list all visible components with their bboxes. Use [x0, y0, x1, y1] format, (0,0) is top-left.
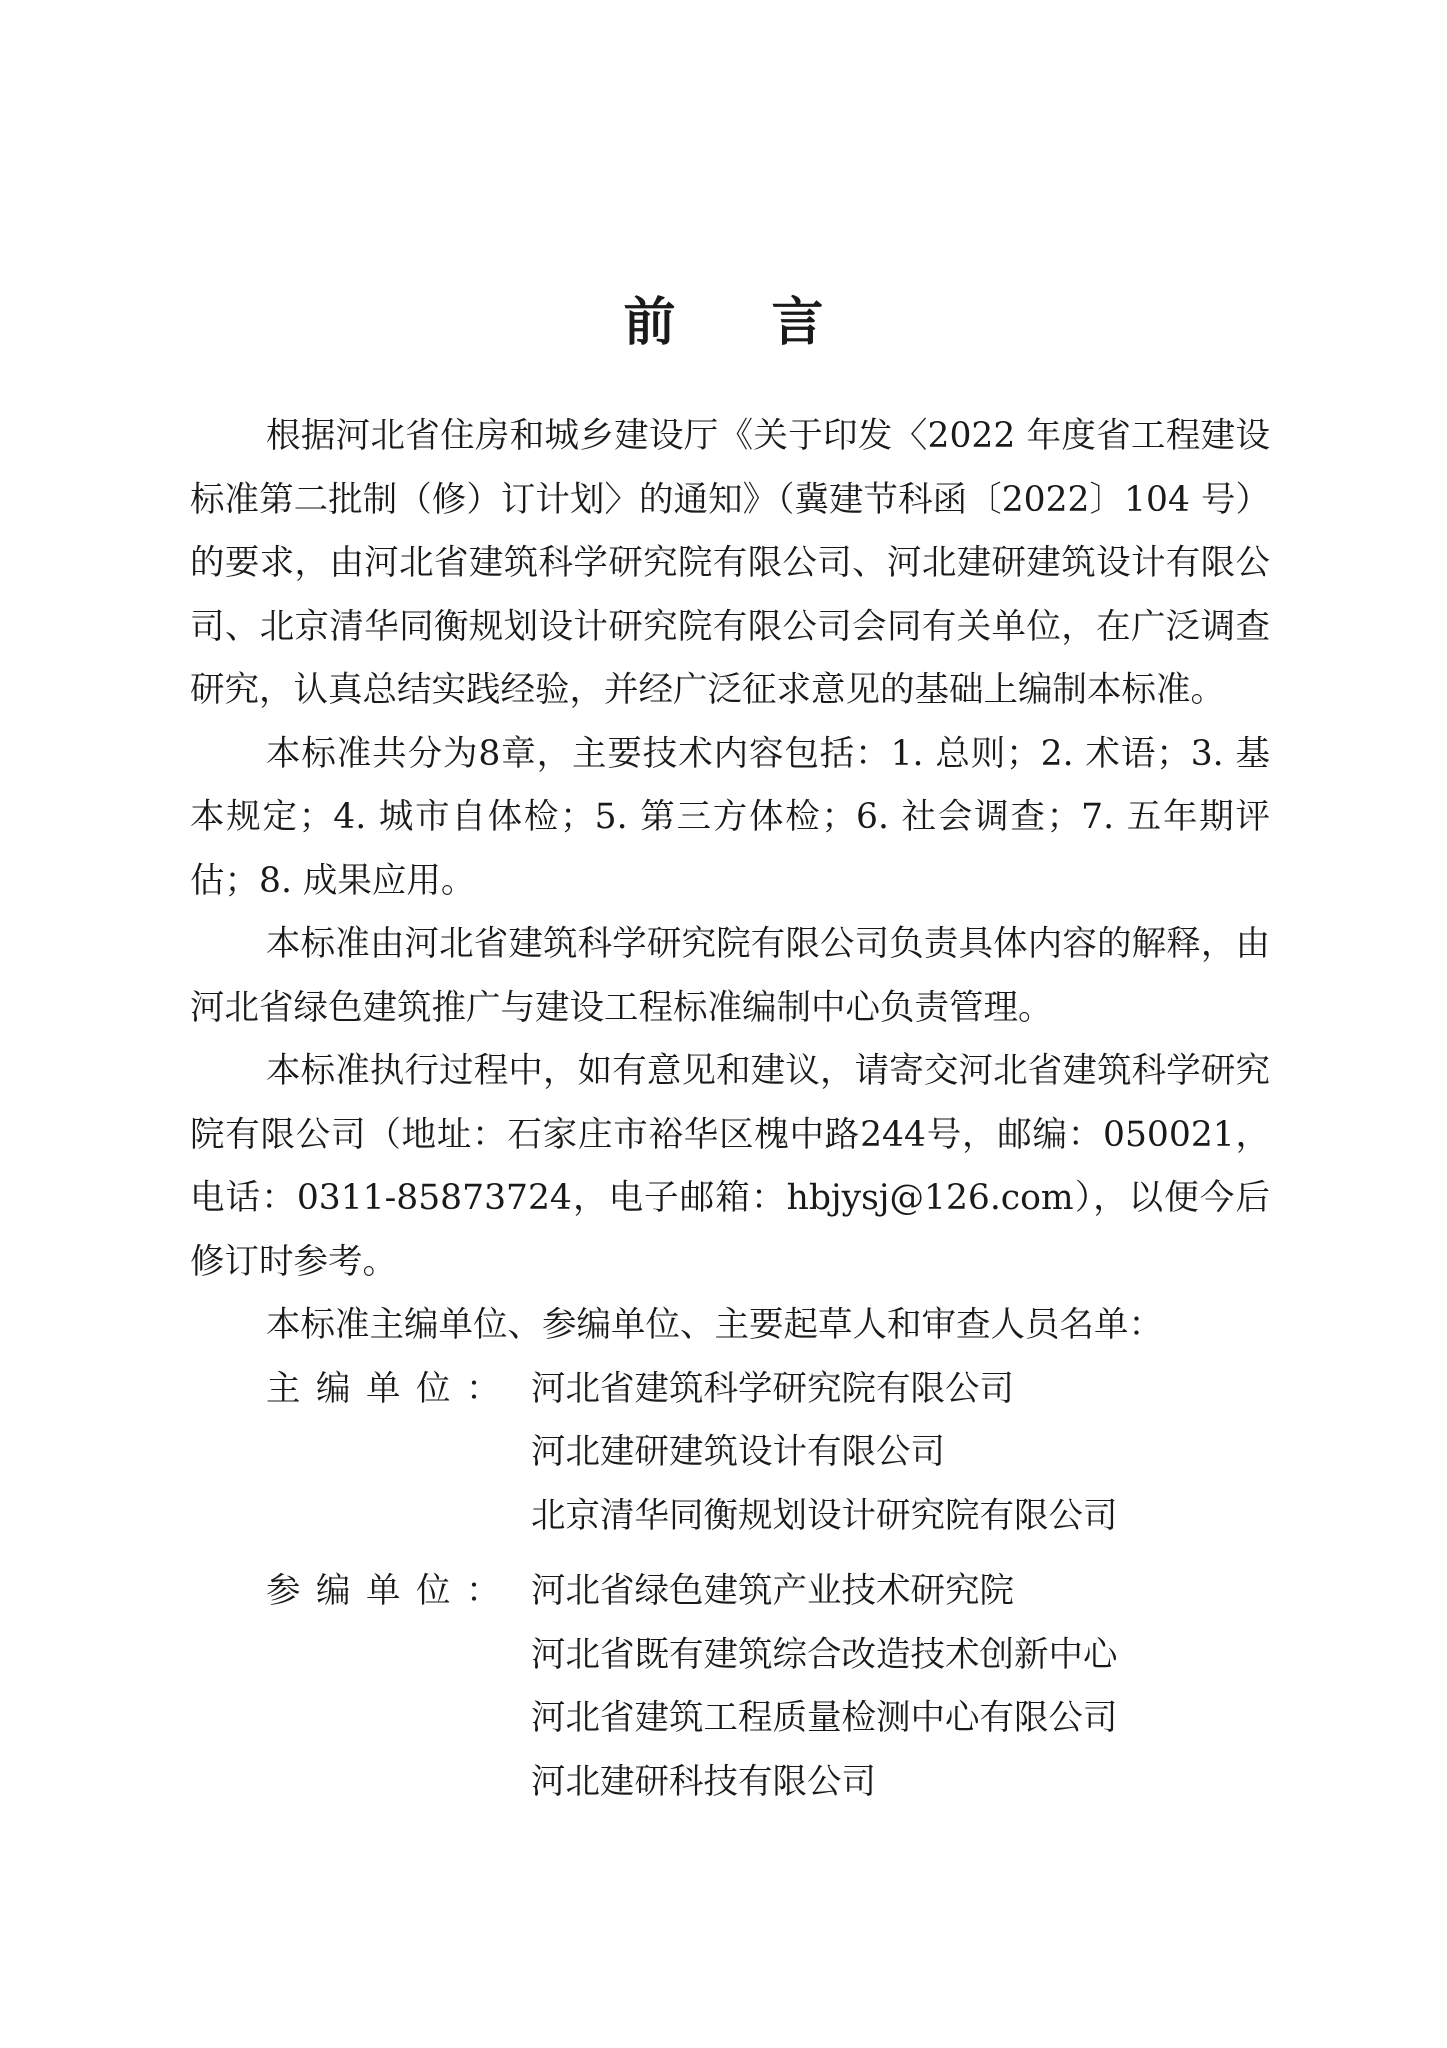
- units-list-intro: 本标准主编单位、参编单位、主要起草人和审查人员名单：: [266, 1305, 1163, 1345]
- paragraph-feedback: 本标准执行过程中，如有意见和建议，请寄交河北省建筑科学研究院有限公司（地址：石家庄市裕华区槐中路244号，邮编：050021，电话：0311-85873724，电子邮箱：hbjysj@126.com），以便今后修订时参考。: [190, 1051, 1270, 1282]
- preface-body: [190, 405, 1270, 1814]
- title-char-2: 言: [771, 292, 824, 353]
- label-char: 单: [366, 1571, 401, 1611]
- participating-units-label: [266, 1560, 506, 1624]
- label-char: 参: [266, 1571, 301, 1611]
- chief-unit-item: 河北省建筑科学研究院有限公司: [531, 1368, 1014, 1409]
- title-char-1: 前: [623, 292, 676, 353]
- label-char: 位: [416, 1368, 451, 1409]
- chief-units-list: [531, 1358, 1270, 1549]
- label-colon: ：: [466, 1571, 501, 1611]
- label-char: 主: [266, 1368, 301, 1409]
- participating-unit-item: 河北省绿色建筑产业技术研究院: [531, 1571, 1014, 1611]
- label-char: 编: [316, 1368, 351, 1409]
- label-char: 位: [416, 1571, 451, 1611]
- label-colon: ：: [466, 1368, 501, 1409]
- chief-unit-item: 河北建研建筑设计有限公司: [531, 1432, 945, 1472]
- label-char: 编: [316, 1571, 351, 1611]
- participating-unit-item: 河北建研科技有限公司: [531, 1761, 876, 1802]
- paragraph-interpretation: 本标准由河北省建筑科学研究院有限公司负责具体内容的解释，由河北省绿色建筑推广与建设工程标准编制中心负责管理。: [190, 924, 1270, 1028]
- chief-units-label: [266, 1358, 506, 1422]
- participating-unit-item: 河北省既有建筑综合改造技术创新中心: [531, 1634, 1118, 1675]
- paragraph-contents: 本标准共分为8章，主要技术内容包括：1. 总则；2. 术语；3. 基本规定；4. 城市自体检；5. 第三方体检；6. 社会调查；7. 五年期评估；8. 成果应用。: [190, 733, 1270, 901]
- group-spacer: [190, 1548, 1270, 1560]
- paragraph-basis: 根据河北省住房和城乡建设厅《关于印发〈2022 年度省工程建设标准第二批制（修）订计划〉的通知》（冀建节科函〔2022〕104 号）的要求，由河北省建筑科学研究院有限公司、河北建研建筑设计有限公司、北京清华同衡规划设计研究院有限公司会同有关单位，在广泛调查研究，认真总结实践经验，并经广泛征求意见的基础上编制本标准。: [190, 416, 1270, 710]
- label-char: 单: [366, 1368, 401, 1409]
- chief-unit-item: 北京清华同衡规划设计研究院有限公司: [531, 1495, 1118, 1536]
- participating-unit-item: 河北省建筑工程质量检测中心有限公司: [531, 1698, 1118, 1738]
- chief-units-group: [266, 1358, 1270, 1549]
- participating-units-group: [266, 1560, 1270, 1814]
- page-title: [0, 280, 1447, 355]
- participating-units-list: [531, 1560, 1270, 1814]
